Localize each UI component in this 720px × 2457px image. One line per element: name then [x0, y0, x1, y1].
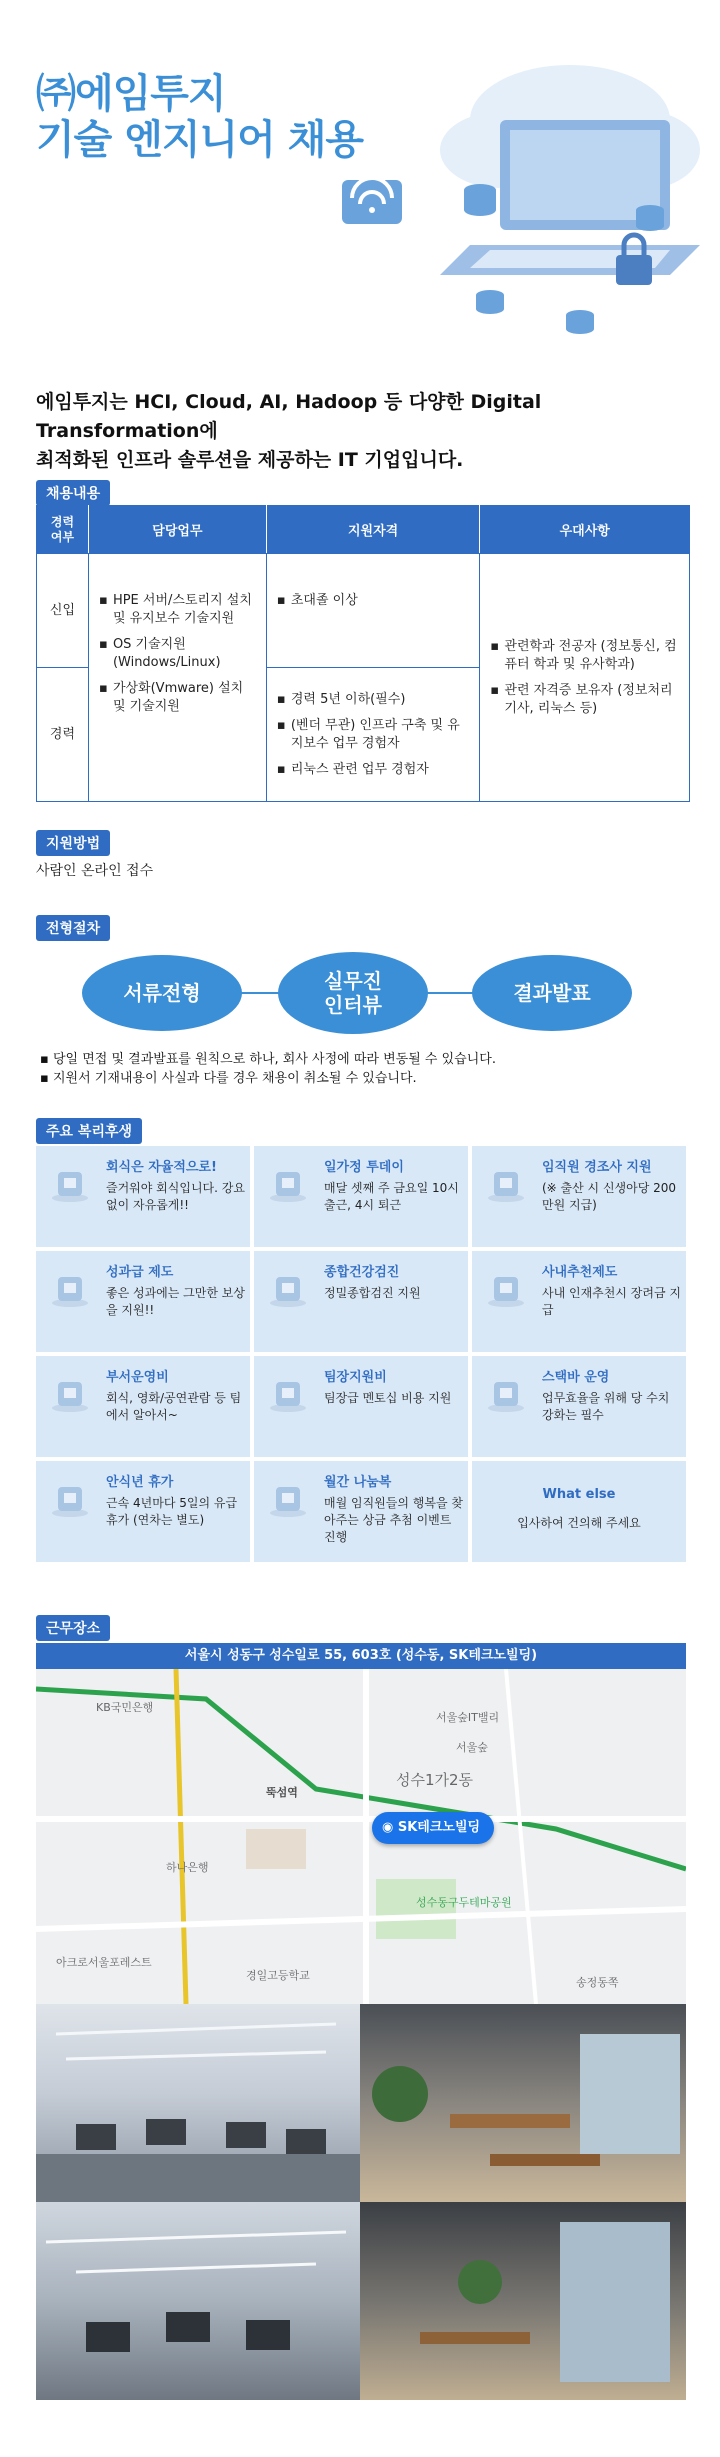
benefit-card: [254, 1251, 468, 1352]
benefit-card: [472, 1146, 686, 1247]
pref-item: ▪ 관련 자격증 보유자 (정보처리기사, 리눅스 등): [488, 682, 681, 718]
benefit-desc: 정밀종합검진 지원: [324, 1286, 421, 1300]
benefit-title: 스택바 운영: [542, 1370, 610, 1385]
quals-exp-cell: [266, 668, 480, 802]
map-label: 하나은행: [166, 1861, 209, 1874]
benefit-card: [254, 1461, 468, 1562]
intro-line-2: 최적화된 인프라 솔루션을 제공하는 IT 기업입니다.: [36, 449, 464, 471]
benefits-grid: [36, 1146, 686, 1562]
benefit-card: [36, 1251, 250, 1352]
trophy-icon: [48, 1269, 92, 1309]
section-badge-recruit: 채용내용: [36, 480, 110, 506]
company-brand: ㈜에임투지: [36, 71, 226, 117]
snack-icon: [484, 1374, 528, 1414]
benefit-desc: 매월 임직원들의 행복을 찾아주는 상금 추첨 이벤트 진행: [324, 1496, 463, 1544]
map-label: 서울숲: [456, 1741, 488, 1754]
header-duties: 담당업무: [88, 506, 266, 554]
map-label: 송정동쪽: [576, 1976, 619, 1989]
office-photo-4: [360, 2202, 686, 2400]
workspace-illustration: [36, 2202, 360, 2400]
benefit-card: [254, 1146, 468, 1247]
benefit-desc: 근속 4년마다 5일의 유급휴가 (연차는 별도): [106, 1496, 238, 1527]
gift-icon: [484, 1164, 528, 1204]
present-icon: [266, 1479, 310, 1519]
benefit-desc: 매달 셋째 주 금요일 10시 출근, 4시 퇴근: [324, 1181, 459, 1212]
office-photo-2: [360, 2004, 686, 2202]
process-step-1: 서류전형: [82, 955, 242, 1031]
office-photo-3: [36, 2202, 360, 2400]
benefit-card: [36, 1356, 250, 1457]
page-title: 기술 엔지니어 채용: [36, 117, 363, 163]
type-exp: 경력: [37, 668, 89, 802]
company-intro: [36, 388, 696, 475]
drink-icon: [48, 1164, 92, 1204]
map-label: 아크로서울포레스트: [56, 1956, 152, 1969]
section-badge-process: 전형절차: [36, 915, 110, 941]
address-bar: 서울시 성동구 성수일로 55, 603호 (성수동, SK테크노빌딩): [36, 1643, 686, 1669]
section-badge-apply: 지원방법: [36, 830, 110, 856]
benefit-card: [472, 1251, 686, 1352]
benefit-title: 팀장지원비: [324, 1370, 387, 1385]
graduation-icon: [484, 1269, 528, 1309]
map-label: 뚝섬역: [266, 1786, 298, 1799]
map-label: KB국민은행: [96, 1701, 154, 1714]
bulb-icon: [48, 1479, 92, 1519]
qual-item: ▪ 경력 5년 이하(필수): [275, 691, 472, 709]
lounge-illustration: [360, 2004, 686, 2202]
map-label: 성수동구두테마공원: [416, 1896, 512, 1909]
benefit-title: 일가정 투데이: [324, 1160, 404, 1175]
benefit-desc: 좋은 성과에는 그만한 보상을 지원!!: [106, 1286, 245, 1317]
header-type: 경력 여부: [37, 506, 89, 554]
qual-item: ▪ 리눅스 관련 업무 경험자: [275, 761, 472, 779]
type-new: 신입: [37, 554, 89, 668]
duty-item: ▪ 가상화(Vmware) 설치 및 기술지원: [97, 680, 258, 716]
benefit-desc: (※ 출산 시 신생아당 200만원 지급): [542, 1181, 677, 1212]
benefit-card: [472, 1356, 686, 1457]
benefit-card: [36, 1461, 250, 1562]
benefit-title: 성과급 제도: [106, 1265, 174, 1280]
benefit-card: [36, 1146, 250, 1247]
map-label: 경일고등학교: [246, 1969, 310, 1982]
benefit-title: 종합건강검진: [324, 1265, 400, 1280]
benefit-title: 부서운영비: [106, 1370, 169, 1385]
duties-cell: [88, 554, 266, 802]
benefit-title: 회식은 자율적으로!: [106, 1160, 217, 1175]
duty-item: ▪ OS 기술지원 (Windows/Linux): [97, 636, 258, 672]
money-icon: [48, 1374, 92, 1414]
map-pin-label: SK테크노빌딩: [397, 1820, 481, 1835]
process-notes: [40, 1050, 496, 1088]
section-badge-location: 근무장소: [36, 1615, 110, 1641]
benefit-title: 임직원 경조사 지원: [542, 1160, 652, 1175]
cloud-laptop-illustration: [420, 30, 710, 360]
quals-new-cell: [266, 554, 480, 668]
benefit-title: What else: [542, 1487, 616, 1502]
apply-text: 사람인 온라인 접수: [36, 863, 154, 879]
health-icon: [266, 1269, 310, 1309]
qual-item: ▪ (벤더 무관) 인프라 구축 및 유지보수 업무 경험자: [275, 717, 472, 753]
process-step-3: 결과발표: [472, 955, 632, 1031]
map-pin-icon: ◉: [382, 1820, 398, 1835]
benefit-desc: 즐거워야 회식입니다. 강요없이 자유롭게!!: [106, 1181, 245, 1212]
location-map[interactable]: [36, 1669, 686, 2004]
benefit-desc: 사내 인재추천시 장려금 지급: [542, 1286, 681, 1317]
benefit-card: [254, 1356, 468, 1457]
benefit-desc: 입사하여 건의해 주세요: [517, 1516, 641, 1530]
benefit-desc: 회식, 영화/공연관람 등 팀에서 알아서~: [106, 1391, 242, 1422]
office-desks-illustration: [36, 2004, 360, 2202]
process-step-2: 실무진 인터뷰: [278, 952, 428, 1034]
header-prefs: 우대사항: [480, 506, 690, 554]
hallway-illustration: [360, 2202, 686, 2400]
intro-line-1: 에임투지는 HCI, Cloud, AI, Hadoop 등 다양한 Digital Transformation에: [36, 391, 542, 442]
benefit-desc: 팀장급 멘토십 비용 지원: [324, 1391, 452, 1405]
benefit-title: 월간 나눔복: [324, 1475, 392, 1490]
map-label: 성수1가2동: [396, 1771, 474, 1789]
qual-item: ▪ 초대졸 이상: [275, 592, 472, 610]
office-photo-1: [36, 2004, 360, 2202]
process-note: ▪ 당일 면접 및 결과발표를 원칙으로 하나, 회사 사정에 따라 변동될 수 있습니다.: [40, 1052, 496, 1067]
wifi-shield-icon: [330, 150, 420, 240]
process-note: ▪ 지원서 기재내용이 사실과 다를 경우 채용이 취소될 수 있습니다.: [40, 1071, 417, 1086]
pref-item: ▪ 관련학과 전공자 (정보통신, 컴퓨터 학과 및 유사학과): [488, 638, 681, 674]
mentor-icon: [266, 1374, 310, 1414]
recruit-table: [36, 505, 690, 802]
section-badge-benefits: 주요 복리후생: [36, 1118, 142, 1144]
calendar-icon: [266, 1164, 310, 1204]
benefit-title: 안식년 휴가: [106, 1475, 174, 1490]
prefs-cell: [480, 554, 690, 802]
benefit-card: [472, 1461, 686, 1562]
map-pin[interactable]: [372, 1812, 494, 1844]
benefit-desc: 업무효율을 위해 당 수치 강화는 필수: [542, 1391, 670, 1422]
benefit-title: 사내추천제도: [542, 1265, 618, 1280]
header-quals: 지원자격: [266, 506, 480, 554]
duty-item: ▪ HPE 서버/스토리지 설치 및 유지보수 기술지원: [97, 592, 258, 628]
map-label: 서울숲IT밸리: [436, 1711, 500, 1724]
